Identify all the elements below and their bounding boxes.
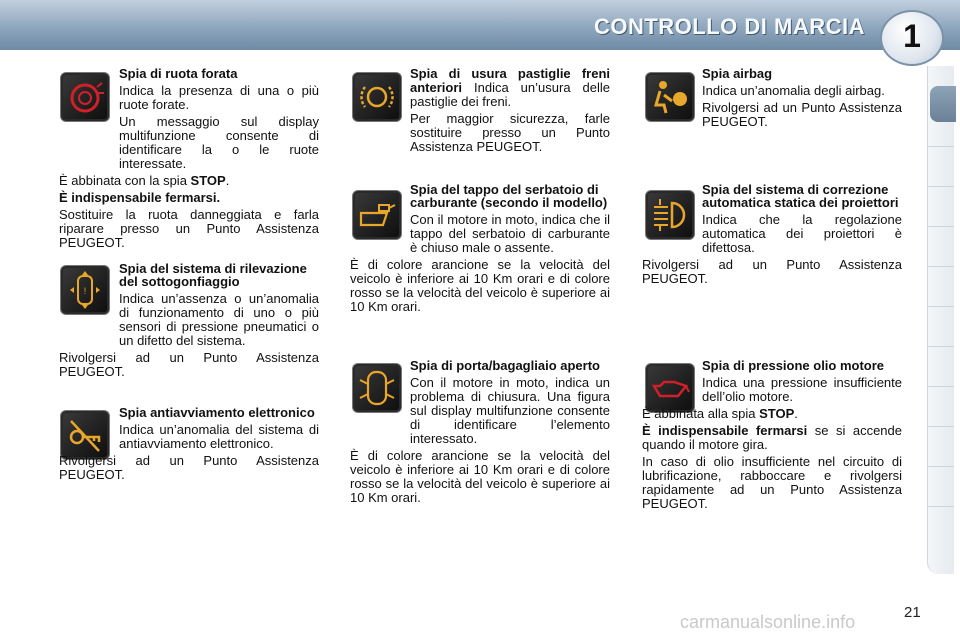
section-title: Spia del sistema di correzione automatica statica dei proiettori — [702, 182, 899, 210]
chapter-title: CONTROLLO DI MARCIA — [593, 14, 865, 39]
active-chapter-tab — [930, 86, 956, 122]
watermark: carmanualsonline.info — [680, 612, 856, 632]
paragraph: In caso di olio insufficiente nel circuito di lubrificazione, rabboccare e rivolgersi rapidamente ad un Punto Assistenza PEUGEOT. — [642, 454, 902, 511]
chapter-tab — [928, 426, 954, 427]
paragraph: È di colore arancione se la velocità del veicolo è inferiore ai 10 Km orari e di colore rosso se la velocità del veicolo è superiore ai 10 Km orari. — [350, 257, 610, 314]
page-number: 21 — [904, 604, 921, 621]
warning-text: È indispensabile fermarsi — [642, 423, 808, 438]
paragraph: Rivolgersi ad un Punto Assistenza PEUGEOT. — [59, 453, 319, 482]
section-title: Spia di porta/bagagliaio aperto — [410, 358, 600, 373]
immobiliser-section — [59, 406, 319, 485]
paragraph: Indica la presenza di una o più ruote forate. — [119, 83, 319, 112]
section-title: Spia airbag — [702, 66, 773, 81]
chapter-tab — [928, 466, 954, 467]
fuel-cap-section — [350, 183, 610, 317]
chapter-number: 1 — [903, 18, 921, 54]
paragraph — [410, 67, 610, 109]
paragraph: Un messaggio sul display multifunzione consente di identificare la o le ruote interessate. — [119, 114, 319, 171]
door-open-section — [350, 359, 610, 508]
paragraph: Rivolgersi ad un Punto Assistenza PEUGEOT. — [59, 350, 319, 379]
chapter-tab — [928, 266, 954, 267]
paragraph: È di colore arancione se la velocità del veicolo è inferiore ai 10 Km orari e di colore rosso se la velocità del veicolo è superiore ai 10 Km orari. — [350, 448, 610, 505]
svg-text:!: ! — [83, 286, 87, 296]
oil-pressure-section — [642, 359, 902, 514]
chapter-tab — [928, 346, 954, 347]
paragraph: Indica un’anomalia del sistema di antiavviamento elettronico. — [119, 422, 319, 451]
text: Indica un’usura delle pastiglie dei freni. — [410, 80, 610, 109]
brake-pads-section — [350, 67, 610, 154]
section-title: Spia di ruota forata — [119, 66, 238, 81]
section-title: Spia del sistema di rilevazione del sottogonfiaggio — [119, 261, 307, 289]
paragraph: Indica un’anomalia degli airbag. — [702, 83, 885, 98]
paragraph — [59, 174, 319, 188]
stop-label: STOP — [759, 406, 795, 421]
airbag-section — [642, 67, 902, 132]
paragraph: Con il motore in moto, indica un problema di chiusura. Una figura sul display multifunzione consente di identificare l’elemento interessato. — [410, 375, 610, 446]
stop-label: STOP — [190, 173, 226, 188]
chapter-tabs — [927, 66, 954, 574]
section-title: Spia del tappo del serbatoio di carburante (secondo il modello) — [410, 182, 608, 210]
paragraph: Rivolgersi ad un Punto Assistenza PEUGEOT. — [702, 100, 902, 129]
chapter-badge — [880, 10, 944, 66]
section-title: Spia di usura pastiglie freni anteriori — [410, 66, 610, 95]
paragraph: Indica una pressione insufficiente dell’olio motore. — [702, 375, 902, 404]
text: È abbinata con la spia — [59, 173, 191, 188]
section-title: Spia antiavviamento elettronico — [119, 405, 315, 420]
paragraph — [642, 407, 902, 421]
paragraph: Con il motore in moto, indica che il tappo del serbatoio di carburante è chiuso male o assente. — [410, 212, 610, 255]
text: . — [225, 173, 230, 188]
chapter-tab — [928, 306, 954, 307]
chapter-tab — [928, 226, 954, 227]
headlamp-section — [642, 183, 902, 289]
paragraph: Indica che la regolazione automatica dei proiettori è difettosa. — [702, 212, 902, 255]
section-title: Spia di pressione olio motore — [702, 358, 885, 373]
text: È abbinata alla spia — [642, 406, 760, 421]
paragraph: Sostituire la ruota danneggiata e farla riparare presso un Punto Assistenza PEUGEOT. — [59, 207, 319, 250]
chapter-tab — [928, 506, 954, 507]
text: se si accende quando il motore gira. — [642, 423, 902, 452]
paragraph: Rivolgersi ad un Punto Assistenza PEUGEOT. — [642, 257, 902, 286]
tyre-pressure-section — [59, 262, 319, 382]
flat-tyre-section — [59, 67, 319, 253]
chapter-tab — [928, 186, 954, 187]
chapter-tab — [928, 386, 954, 387]
page-header — [0, 0, 960, 50]
paragraph: Indica un’assenza o un’anomalia di funzionamento di uno o più sensori di pressione pneumatici o un difetto del sistema. — [119, 291, 319, 348]
chapter-tab — [928, 146, 954, 147]
paragraph: Per maggior sicurezza, farle sostituire presso un Punto Assistenza PEUGEOT. — [410, 111, 610, 154]
paragraph — [642, 424, 902, 452]
warning-text: È indispensabile fermarsi. — [59, 190, 221, 205]
text: . — [794, 406, 798, 421]
